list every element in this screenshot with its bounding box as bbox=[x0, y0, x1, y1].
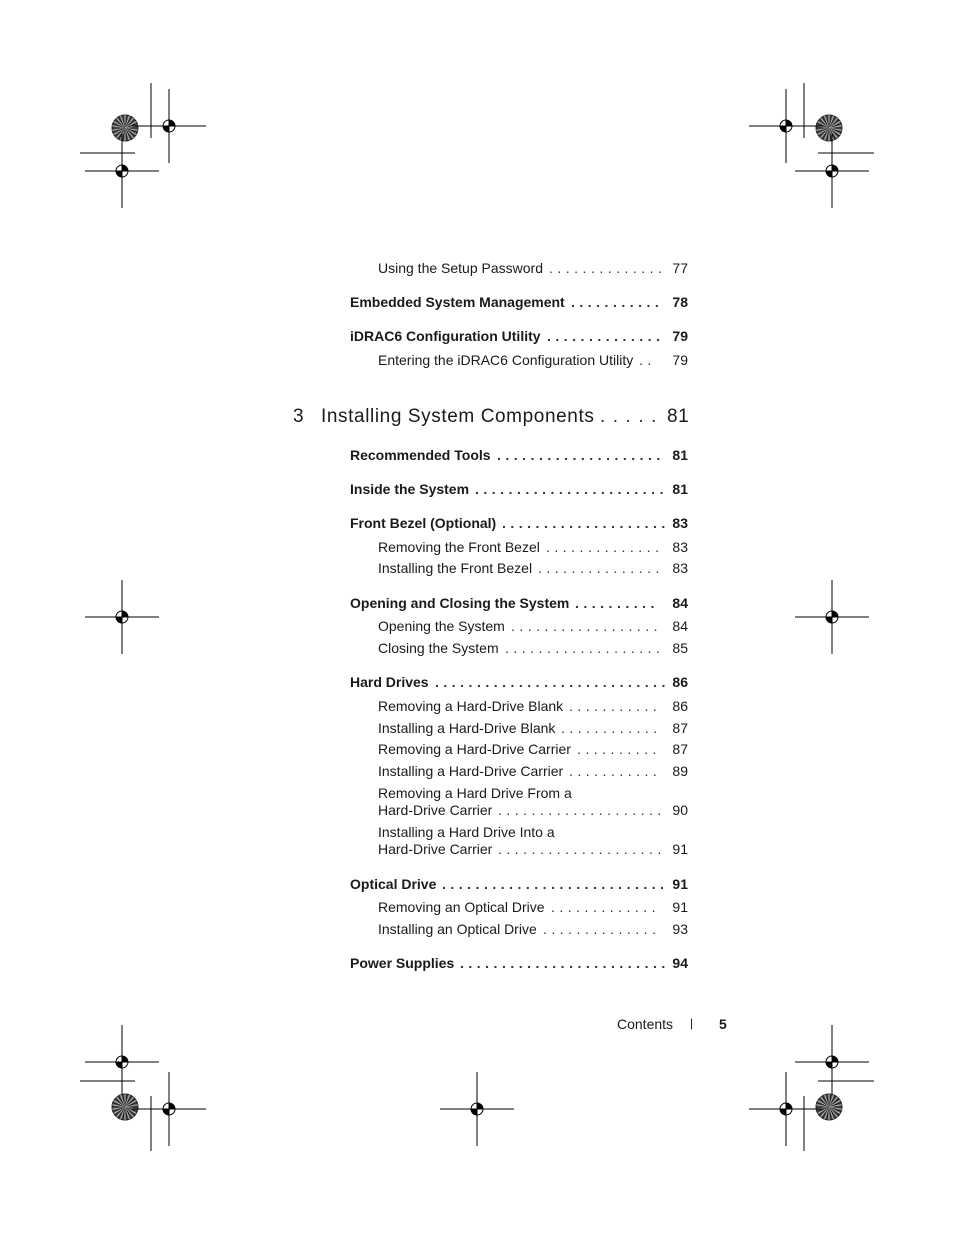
toc-entry-text: Opening the System bbox=[378, 618, 505, 634]
toc-entry-page: 81 bbox=[672, 481, 688, 497]
toc-entry[interactable] bbox=[378, 785, 688, 819]
dot-leader: ....................... bbox=[475, 481, 668, 497]
dot-leader: .............. bbox=[546, 539, 664, 555]
toc-entry-text: Inside the System bbox=[350, 481, 470, 497]
toc-entry-text: Optical Drive bbox=[350, 876, 437, 892]
toc-entry-text: Removing the Front Bezel bbox=[378, 539, 540, 555]
toc-entry-text: iDRAC6 Configuration Utility bbox=[350, 328, 541, 344]
footer-section-label: Contents bbox=[617, 1016, 674, 1032]
toc-entry-page: 79 bbox=[672, 328, 688, 344]
crosshair-quadrant bbox=[116, 1062, 122, 1068]
toc-entry-text: Removing an Optical Drive bbox=[378, 899, 545, 915]
toc-entry[interactable] bbox=[378, 824, 688, 858]
toc-entry-text: Removing a Hard-Drive Carrier bbox=[378, 741, 571, 757]
toc-entry-text: Recommended Tools bbox=[350, 447, 491, 463]
toc-entry-page: 81 bbox=[672, 447, 688, 463]
chapter-page: 81 bbox=[667, 406, 690, 427]
crosshair-quadrant bbox=[163, 1109, 169, 1115]
crosshair-quadrant bbox=[786, 120, 792, 126]
toc-entry-page: 86 bbox=[672, 698, 688, 714]
dot-leader: .............. bbox=[547, 328, 665, 344]
crosshair-quadrant bbox=[832, 165, 838, 171]
toc-entry-text-line2: Hard-Drive Carrier bbox=[378, 841, 493, 857]
dot-leader: ........... bbox=[569, 698, 662, 714]
dot-leader: ............ bbox=[561, 720, 662, 736]
crosshair-quadrant bbox=[477, 1103, 483, 1109]
toc-entry-page: 83 bbox=[672, 560, 688, 576]
crosshair-quadrant bbox=[786, 1103, 792, 1109]
dot-leader: .. bbox=[639, 352, 656, 368]
toc-entry-page: 90 bbox=[672, 802, 688, 818]
toc-entry-text: Installing a Hard Drive Into a bbox=[378, 824, 555, 840]
toc-entry-page: 85 bbox=[672, 640, 688, 656]
crosshair-quadrant bbox=[780, 126, 786, 132]
dot-leader: ............... bbox=[538, 560, 664, 576]
toc-entry-page: 87 bbox=[672, 720, 688, 736]
toc-entry-text: Installing the Front Bezel bbox=[378, 560, 533, 576]
footer-page-number: 5 bbox=[719, 1016, 727, 1032]
toc-entry-page: 83 bbox=[672, 515, 688, 531]
toc-entry-page: 94 bbox=[672, 955, 688, 971]
crosshair-quadrant bbox=[780, 1109, 786, 1115]
toc-entry-text: Using the Setup Password bbox=[378, 260, 543, 276]
dot-leader: ........................... bbox=[442, 876, 669, 892]
toc-entry-page: 77 bbox=[672, 260, 688, 276]
crosshair-quadrant bbox=[122, 165, 128, 171]
toc-entry-text: Entering the iDRAC6 Configuration Utility bbox=[378, 352, 634, 368]
crosshair-quadrant bbox=[116, 171, 122, 177]
dot-leader: ............. bbox=[551, 899, 661, 915]
dot-leader: .............. bbox=[543, 921, 661, 937]
toc-entry-text-line2: Hard-Drive Carrier bbox=[378, 802, 493, 818]
toc-entry-text: Closing the System bbox=[378, 640, 499, 656]
dot-leader: ........... bbox=[569, 763, 662, 779]
toc-entry-page: 83 bbox=[672, 539, 688, 555]
toc-entry-text: Embedded System Management bbox=[350, 294, 565, 310]
toc-entry-page: 91 bbox=[672, 876, 688, 892]
crosshair-quadrant bbox=[832, 611, 838, 617]
crosshair-quadrant bbox=[169, 120, 175, 126]
crosshair-quadrant bbox=[116, 617, 122, 623]
toc-entry-page: 84 bbox=[672, 595, 688, 611]
dot-leader: .......... bbox=[577, 741, 661, 757]
dot-leader: .................... bbox=[497, 447, 665, 463]
dot-leader: .................... bbox=[498, 841, 666, 857]
footer-separator: | bbox=[690, 1016, 694, 1030]
dot-leader: .............. bbox=[549, 260, 667, 276]
crosshair-quadrant bbox=[122, 1056, 128, 1062]
toc-entry-page: 78 bbox=[672, 294, 688, 310]
crosshair-quadrant bbox=[163, 126, 169, 132]
dot-leader: ..... bbox=[600, 406, 664, 427]
toc-entry-text: Removing a Hard Drive From a bbox=[378, 785, 572, 801]
toc-entry-page: 87 bbox=[672, 741, 688, 757]
dot-leader: ............................ bbox=[435, 674, 670, 690]
toc-entry-text: Opening and Closing the System bbox=[350, 595, 570, 611]
dot-leader: .................... bbox=[502, 515, 670, 531]
toc-entry-text: Installing a Hard-Drive Carrier bbox=[378, 763, 564, 779]
dot-leader: ........... bbox=[571, 294, 664, 310]
crosshair-quadrant bbox=[122, 611, 128, 617]
toc-entry-text: Removing a Hard-Drive Blank bbox=[378, 698, 564, 714]
chapter-title: Installing System Components bbox=[321, 406, 595, 427]
toc-entry-page: 84 bbox=[672, 618, 688, 634]
toc-entry-page: 91 bbox=[672, 899, 688, 915]
toc-entry-page: 93 bbox=[672, 921, 688, 937]
toc-entry-text: Power Supplies bbox=[350, 955, 455, 971]
dot-leader: ................... bbox=[505, 640, 665, 656]
toc-entry-page: 91 bbox=[672, 841, 688, 857]
toc-entry-text: Installing an Optical Drive bbox=[378, 921, 537, 937]
toc-entry-text: Installing a Hard-Drive Blank bbox=[378, 720, 556, 736]
crosshair-quadrant bbox=[826, 617, 832, 623]
dot-leader: .................... bbox=[498, 802, 666, 818]
dot-leader: ......................... bbox=[460, 955, 670, 971]
dot-leader: .......... bbox=[575, 595, 659, 611]
toc-entry-text: Front Bezel (Optional) bbox=[350, 515, 497, 531]
toc-entry-text: Hard Drives bbox=[350, 674, 429, 690]
crosshair-quadrant bbox=[832, 1056, 838, 1062]
toc-entry-page: 79 bbox=[672, 352, 688, 368]
crosshair-quadrant bbox=[826, 1062, 832, 1068]
crosshair-quadrant bbox=[471, 1109, 477, 1115]
crosshair-quadrant bbox=[826, 171, 832, 177]
toc-entry-page: 86 bbox=[672, 674, 688, 690]
crosshair-quadrant bbox=[169, 1103, 175, 1109]
dot-leader: .................. bbox=[511, 618, 663, 634]
toc-entry-page: 89 bbox=[672, 763, 688, 779]
chapter-number: 3 bbox=[293, 406, 305, 427]
